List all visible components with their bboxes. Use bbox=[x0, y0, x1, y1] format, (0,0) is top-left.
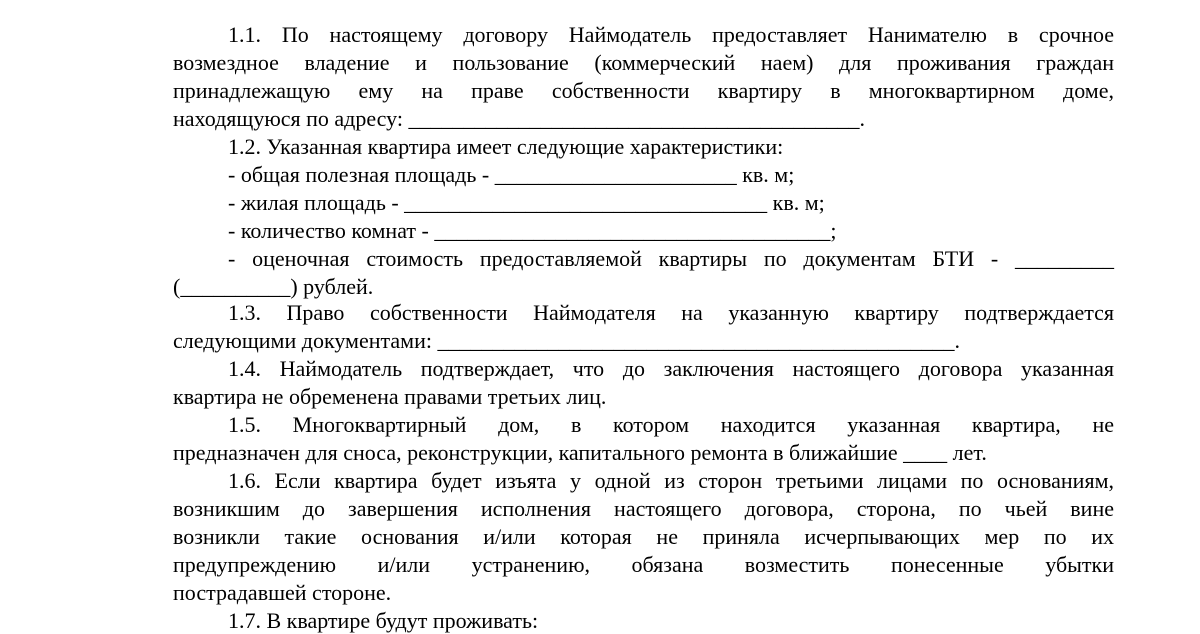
clause-1-6-line-5: пострадавшей стороне. bbox=[173, 580, 392, 605]
clause-1-2-line-1: 1.2. Указанная квартира имеет следующие характеристики: bbox=[228, 134, 784, 159]
clause-1-3-line-2: следующими документами: _______________________________________________. bbox=[173, 328, 960, 353]
clause-1-1-line-2: возмездное владение и пользование (коммерческий наем) для проживания граждан bbox=[173, 50, 1114, 75]
clause-1-5-line-2: предназначен для сноса, реконструкции, капитального ремонта в ближайшие ____ лет. bbox=[173, 440, 987, 465]
clause-1-1-line-1: 1.1. По настоящему договору Наймодатель предоставляет Нанимателю в срочное bbox=[228, 22, 1114, 47]
clause-1-6-line-3: возникли такие основания и/или которая не приняла исчерпывающих мер по их bbox=[173, 524, 1114, 549]
clause-1-2-total-area: - общая полезная площадь - ______________________ кв. м; bbox=[228, 162, 795, 187]
clause-1-2-value-line-1: - оценочная стоимость предоставляемой квартиры по документам БТИ - _________ bbox=[228, 246, 1114, 271]
clause-1-5-line-1: 1.5. Многоквартирный дом, в котором находится указанная квартира, не bbox=[228, 412, 1114, 437]
clause-1-1-line-4: находящуюся по адресу: _________________________________________. bbox=[173, 106, 865, 131]
clause-1-6-line-4: предупреждению и/или устранению, обязана возместить понесенные убытки bbox=[173, 552, 1114, 577]
clause-1-2-living-area: - жилая площадь - _________________________________ кв. м; bbox=[228, 190, 825, 215]
clause-1-1-line-3: принадлежащую ему на праве собственности квартиру в многоквартирном доме, bbox=[173, 78, 1114, 103]
clause-1-6-line-2: возникшим до завершения исполнения настоящего договора, сторона, по чьей вине bbox=[173, 496, 1114, 521]
clause-1-7-line-1: 1.7. В квартире будут проживать: bbox=[228, 608, 539, 633]
clause-1-6-line-1: 1.6. Если квартира будет изъята у одной из сторон третьими лицами по основаниям, bbox=[228, 468, 1114, 493]
clause-1-2-rooms: - количество комнат - ____________________________________; bbox=[228, 218, 837, 243]
clause-1-4-line-2: квартира не обременена правами третьих лиц. bbox=[173, 384, 607, 409]
clause-1-2-value-line-2: (__________) рублей. bbox=[173, 274, 374, 299]
clause-1-4-line-1: 1.4. Наймодатель подтверждает, что до заключения настоящего договора указанная bbox=[228, 356, 1114, 381]
clause-1-3-line-1: 1.3. Право собственности Наймодателя на указанную квартиру подтверждается bbox=[228, 300, 1114, 325]
